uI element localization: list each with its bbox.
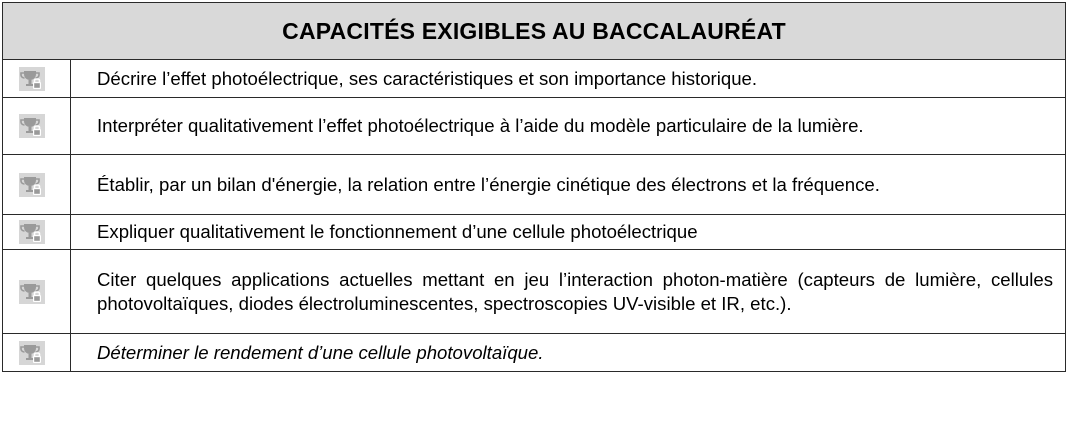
locked-trophy-icon — [19, 280, 45, 304]
capacity-text: Citer quelques applications actuelles mettant en jeu l’interaction photon-matière (capteurs de lumière, cellules photovoltaïques, diodes électroluminescentes, spectroscopies UV-visible et IR, etc.). — [71, 250, 1066, 334]
table-row — [3, 334, 1066, 372]
locked-trophy-icon — [19, 220, 45, 244]
icon-cell — [3, 334, 71, 372]
locked-trophy-icon — [19, 173, 45, 197]
icon-cell — [3, 250, 71, 334]
table-row — [3, 155, 1066, 215]
capacity-text: Expliquer qualitativement le fonctionnement d’une cellule photoélectrique — [71, 215, 1066, 250]
table-row — [3, 60, 1066, 98]
icon-cell — [3, 98, 71, 155]
table-title: CAPACITÉS EXIGIBLES AU BACCALAURÉAT — [3, 3, 1066, 60]
capacity-text: Interpréter qualitativement l’effet photoélectrique à l’aide du modèle particulaire de la lumière. — [71, 98, 1066, 155]
locked-trophy-icon — [19, 67, 45, 91]
table-row — [3, 250, 1066, 334]
capacity-text: Décrire l’effet photoélectrique, ses caractéristiques et son importance historique. — [71, 60, 1066, 98]
capacity-text: Déterminer le rendement d’une cellule photovoltaïque. — [71, 334, 1066, 372]
table-row — [3, 215, 1066, 250]
header-row — [3, 3, 1066, 60]
table-row — [3, 98, 1066, 155]
icon-cell — [3, 60, 71, 98]
icon-cell — [3, 155, 71, 215]
locked-trophy-icon — [19, 341, 45, 365]
locked-trophy-icon — [19, 114, 45, 138]
capacity-text: Établir, par un bilan d'énergie, la relation entre l’énergie cinétique des électrons et la fréquence. — [71, 155, 1066, 215]
icon-cell — [3, 215, 71, 250]
capacites-table — [2, 2, 1066, 372]
